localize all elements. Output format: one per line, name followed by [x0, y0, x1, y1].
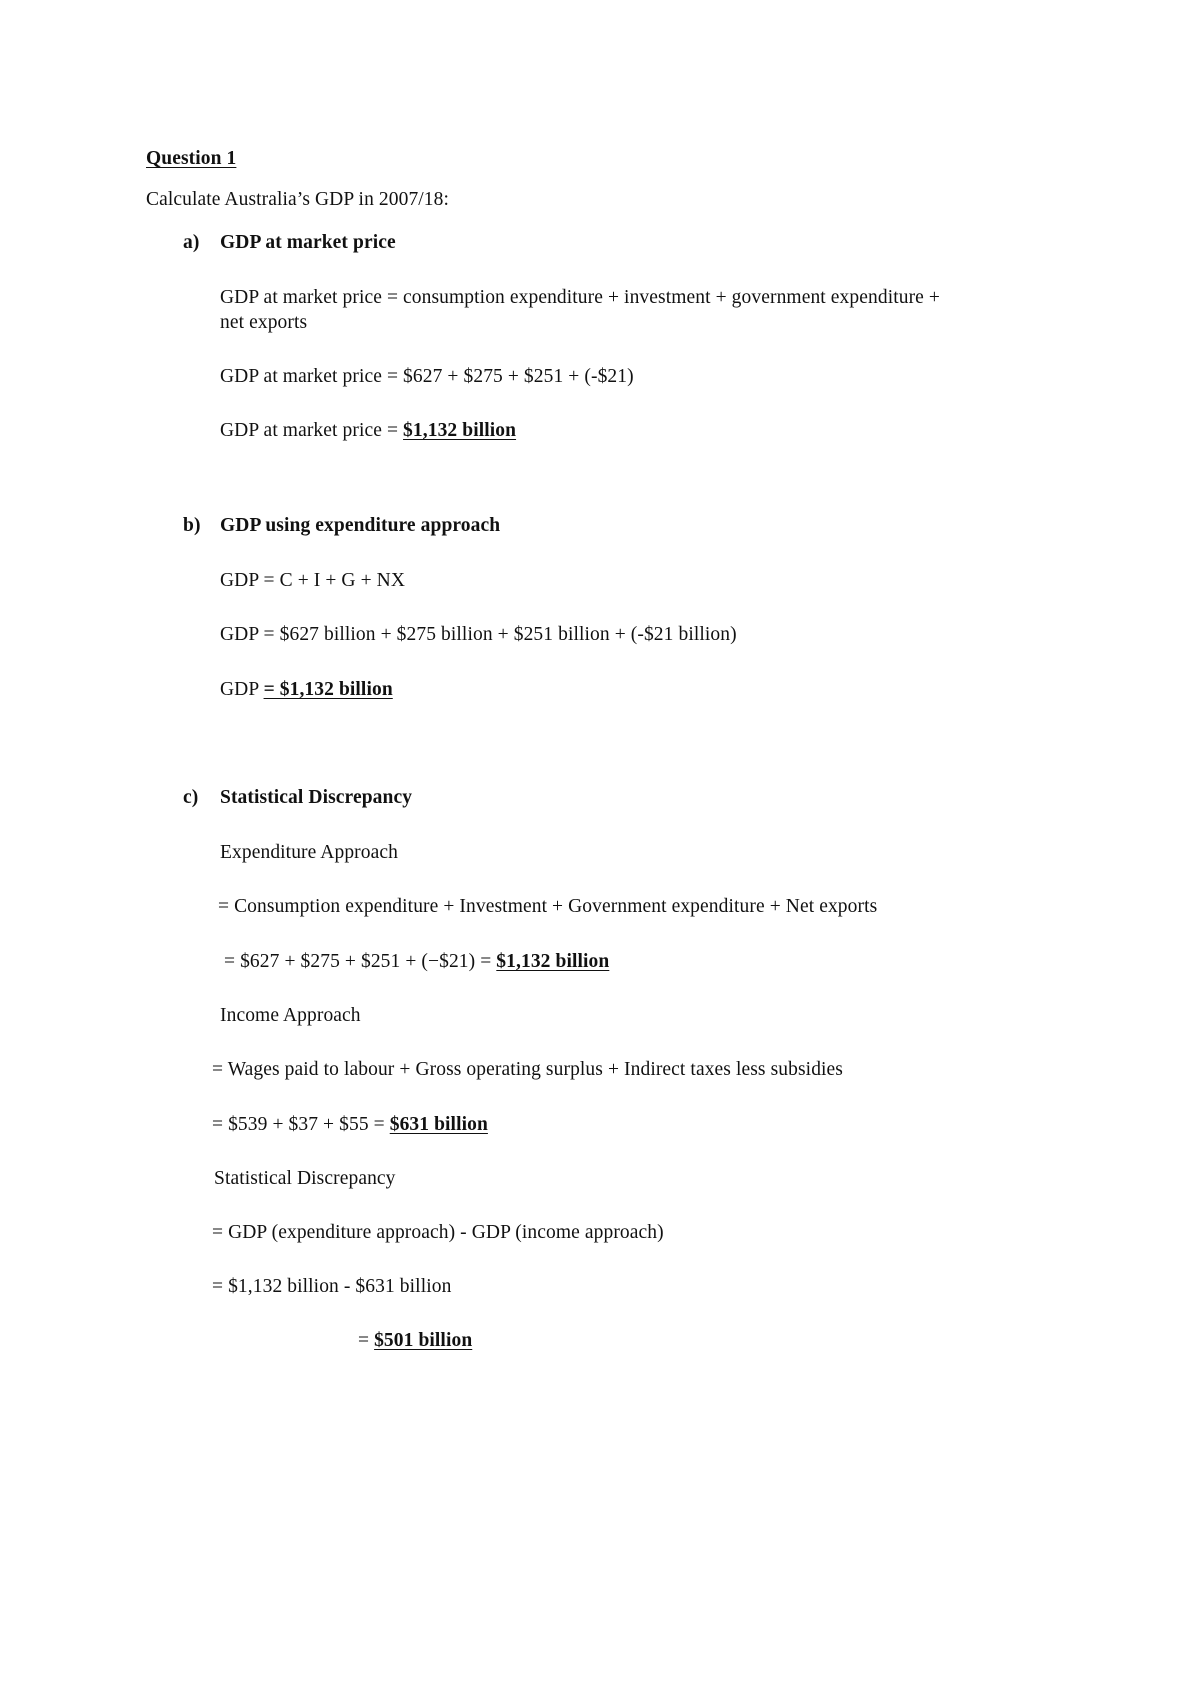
question-prompt: Calculate Australia’s GDP in 2007/18: [146, 189, 450, 210]
expenditure-calc-prefix: = $627 + $275 + $251 + (−$21) = [224, 951, 497, 972]
expenditure-approach-calc-row [224, 950, 609, 974]
part-c-heading: Statistical Discrepancy [220, 787, 413, 808]
income-result: $631 billion [389, 1114, 488, 1135]
part-a-heading: GDP at market price [220, 232, 396, 253]
part-a-result-row [220, 419, 516, 443]
discrepancy-result: $501 billion [374, 1330, 473, 1351]
part-a-formula-line2: net exports [220, 312, 308, 333]
discrepancy-result-prefix: = [358, 1330, 375, 1351]
part-a-formula-line1: GDP at market price = consumption expenditure + investment + government expenditure + [220, 287, 941, 308]
part-c-heading-row [183, 786, 412, 810]
statistical-discrepancy-result-row [358, 1329, 472, 1353]
part-b-heading: GDP using expenditure approach [220, 515, 501, 536]
part-b-result-row [220, 678, 393, 702]
statistical-discrepancy-formula: = GDP (expenditure approach) - GDP (income approach) [212, 1222, 664, 1243]
income-approach-label: Income Approach [220, 1005, 361, 1026]
part-b-result-value: = $1,132 billion [263, 679, 393, 700]
part-b-formula: GDP = C + I + G + NX [220, 570, 406, 591]
part-c-marker: c) [183, 787, 199, 808]
part-a-result-value: $1,132 billion [403, 420, 517, 441]
question-title: Question 1 [146, 148, 237, 169]
income-approach-calc-row [212, 1113, 488, 1137]
statistical-discrepancy-calc: = $1,132 billion - $631 billion [212, 1276, 452, 1297]
part-b-marker: b) [183, 515, 201, 536]
part-b-result-prefix: GDP [220, 679, 264, 700]
part-a-result-prefix: GDP at market price = [220, 420, 404, 441]
expenditure-result: $1,132 billion [496, 951, 610, 972]
part-a-marker: a) [183, 232, 200, 253]
part-a-substitution: GDP at market price = $627 + $275 + $251 + (-$21) [220, 366, 634, 387]
expenditure-approach-formula: = Consumption expenditure + Investment + Government expenditure + Net exports [218, 896, 878, 917]
part-b-heading-row [183, 514, 500, 538]
part-a-heading-row [183, 231, 396, 255]
income-calc-prefix: = $539 + $37 + $55 = [212, 1114, 390, 1135]
income-approach-formula: = Wages paid to labour + Gross operating surplus + Indirect taxes less subsidies [212, 1059, 843, 1080]
expenditure-approach-label: Expenditure Approach [220, 842, 398, 863]
statistical-discrepancy-label: Statistical Discrepancy [214, 1168, 396, 1189]
part-b-substitution: GDP = $627 billion + $275 billion + $251 billion + (-$21 billion) [220, 624, 737, 645]
